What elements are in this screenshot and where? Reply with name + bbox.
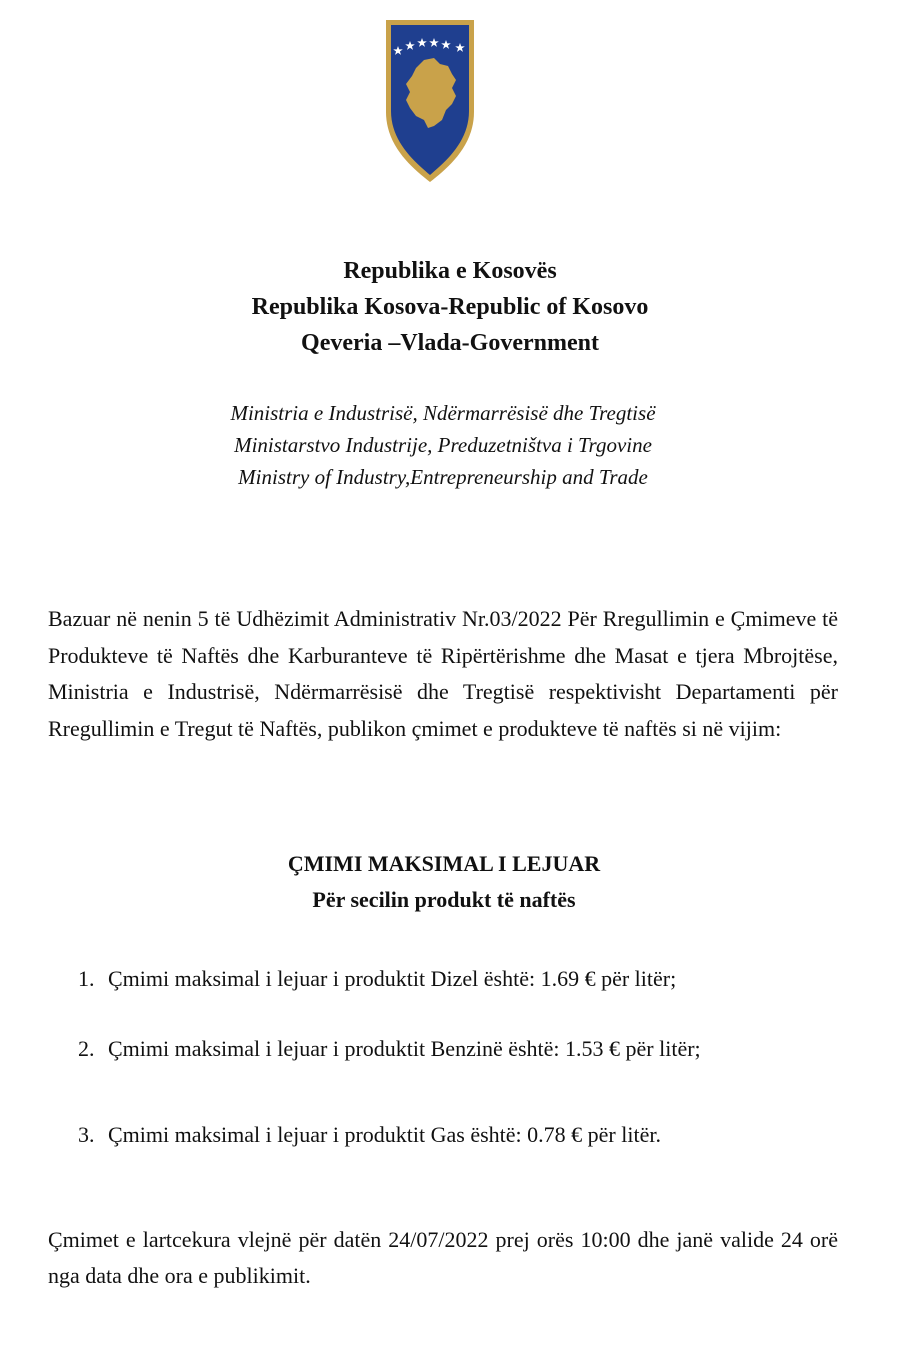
price-item-diesel xyxy=(78,962,838,996)
ministry-line-serbian: Ministarstvo Industrije, Preduzetništva i Trgovine xyxy=(234,433,652,457)
list-item-number: 1. xyxy=(78,966,95,991)
price-item-petrol xyxy=(78,1032,838,1066)
header-line-republic: Republika e Kosovës xyxy=(343,258,557,284)
list-item-text: Çmimi maksimal i lejuar i produktit Benzinë është: 1.53 € për litër; xyxy=(108,1036,701,1061)
ministry-header xyxy=(0,397,886,493)
list-item-number: 2. xyxy=(78,1036,95,1061)
price-list xyxy=(78,962,838,1152)
price-heading-subtitle: Për secilin produkt të naftës xyxy=(312,887,576,912)
list-item-text: Çmimi maksimal i lejuar i produktit Dizel është: 1.69 € për litër; xyxy=(108,966,677,991)
list-item-number: 3. xyxy=(78,1122,95,1147)
ministry-line-albanian: Ministria e Industrisë, Ndërmarrësisë dhe Tregtisë xyxy=(230,401,656,425)
ministry-line-english: Ministry of Industry,Entrepreneurship and Trade xyxy=(238,465,648,489)
price-item-gas xyxy=(78,1118,838,1152)
list-item-text: Çmimi maksimal i lejuar i produktit Gas është: 0.78 € për litër. xyxy=(108,1122,661,1147)
price-heading-title: ÇMIMI MAKSIMAL I LEJUAR xyxy=(287,851,601,876)
price-heading xyxy=(0,846,888,918)
validity-paragraph: Çmimet e lartcekura vlejnë për datën 24/07/2022 prej orës 10:00 dhe janë valide 24 orë nga data dhe ora e publikimit. xyxy=(48,1227,838,1288)
header-line-government: Qeveria –Vlada-Government xyxy=(301,330,599,356)
header-line-republic-multilingual: Republika Kosova-Republic of Kosovo xyxy=(251,294,649,320)
kosovo-coat-of-arms-icon xyxy=(384,16,476,184)
intro-paragraph: Bazuar në nenin 5 të Udhëzimit Administrativ Nr.03/2022 Për Rregullimin e Çmimeve të Produkteve të Naftës dhe Karburanteve të Ripërtërishme dhe Masat e tjera Mbrojtëse, Ministria e Industrisë, Ndërmarrësisë dhe Tregtisë respektivisht Departamenti për Rregullimin e Tregut të Naftës, publikon çmimet e produkteve të naftës si në vijim: xyxy=(48,606,838,741)
government-header xyxy=(0,253,900,361)
